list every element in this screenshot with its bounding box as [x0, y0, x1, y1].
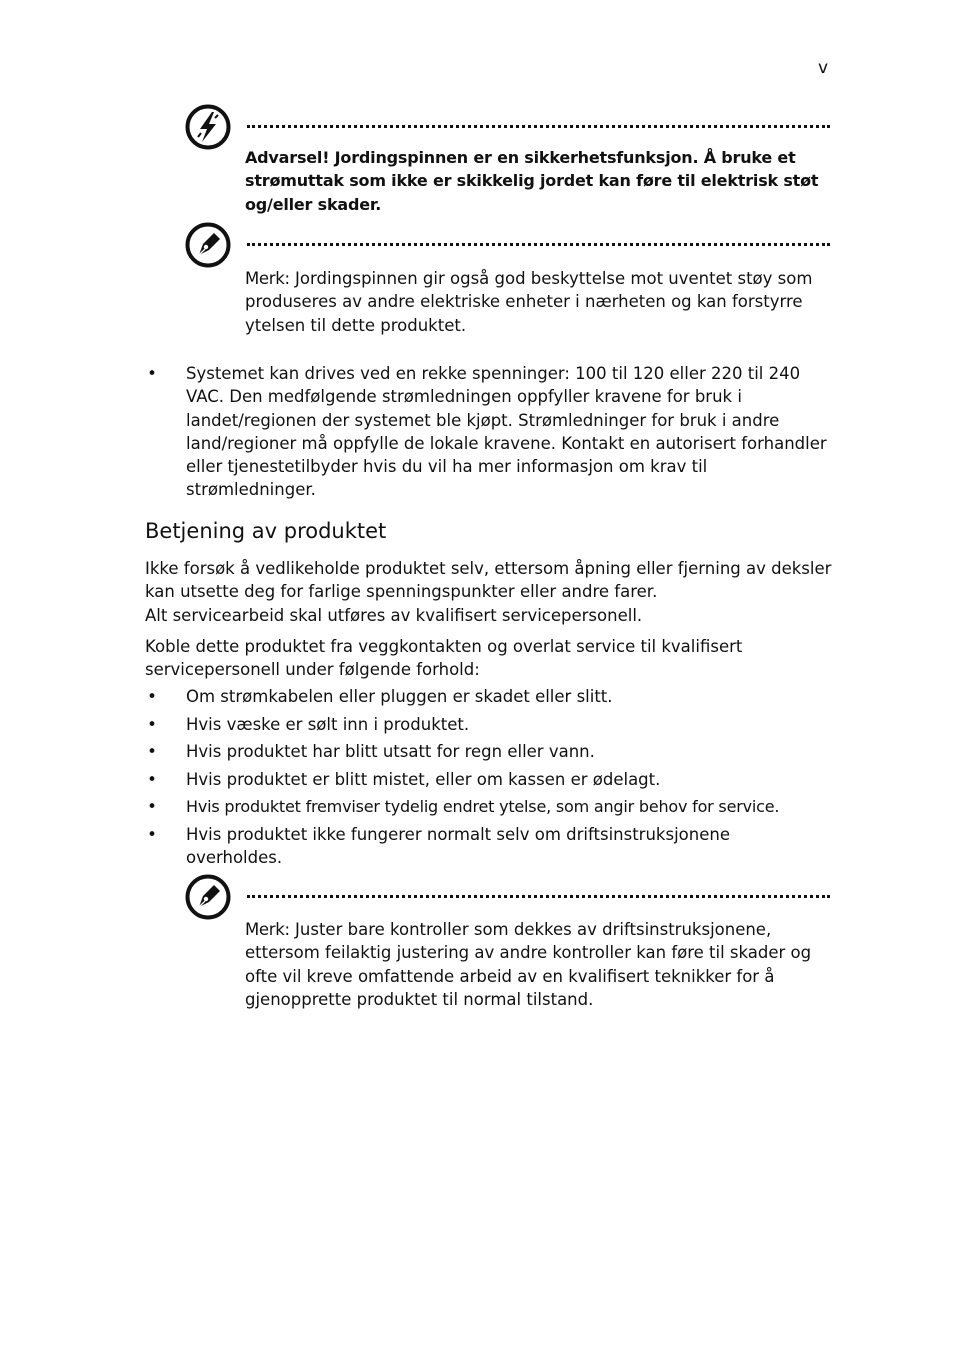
paragraph-1 [145, 557, 835, 627]
page-number: v [818, 58, 829, 78]
note-text [245, 267, 830, 337]
bullet-marker: • [147, 770, 157, 789]
bullet-marker: • [147, 715, 157, 734]
divider [247, 895, 830, 898]
note-text [245, 918, 830, 1011]
paragraph-1-line-a: Ikke forsøk å vedlikeholde produktet selv, ettersom åpning eller fjerning av deksler kan utsette deg for farlige spenningspunkter eller andre farer. [145, 559, 832, 602]
note-2 [185, 874, 830, 1014]
bullet-marker: • [147, 364, 157, 383]
note-label: Merk: [245, 920, 290, 939]
divider [247, 125, 830, 128]
voltage-bullet [145, 362, 835, 502]
warning-bolt-icon [185, 104, 231, 150]
voltage-text: Systemet kan drives ved en rekke spenninger: 100 til 120 eller 220 til 240 VAC. Den medfølgende strømledningen oppfyller kravene for bruk i landet/regionen der systemet ble kjøpt. Strømledninger for bruk i andre land/regioner må oppfylle de lokale kravene. Kontakt en autorisert forhandler eller tjenestetilbyder hvis du vil ha mer informasjon om krav til strømledninger. [186, 364, 827, 500]
section-heading: Betjening av produktet [145, 519, 387, 543]
warning-text: Advarsel! Jordingspinnen er en sikkerhetsfunksjon. Å bruke et strømuttak som ikke er skikkelig jordet kan føre til elektrisk støt og/eller skader. [245, 148, 819, 214]
list-item: • Hvis produktet fremviser tydelig endret ytelse, som angir behov for service. [145, 795, 840, 818]
note-label: Merk: [245, 269, 290, 288]
list-item: • Hvis væske er sølt inn i produktet. [145, 713, 840, 736]
note-body: Juster bare kontroller som dekkes av driftsinstruksjonene, ettersom feilaktig justering av andre kontroller kan føre til skader og ofte vil kreve omfattende arbeid av en kvalifisert teknikker for å gjenopprette produktet til normal tilstand. [245, 920, 812, 1009]
list-item: • Om strømkabelen eller pluggen er skadet eller slitt. [145, 685, 840, 708]
list-item: • Hvis produktet har blitt utsatt for regn eller vann. [145, 740, 840, 763]
bullet-marker: • [147, 742, 157, 761]
paragraph-2: Koble dette produktet fra veggkontakten og overlat service til kvalifisert servicepersonell under følgende forhold: [145, 637, 743, 680]
list-item: • Hvis produktet ikke fungerer normalt selv om driftsinstruksjonene overholdes. [145, 823, 840, 870]
note-body: Jordingspinnen gir også god beskyttelse mot uventet støy som produseres av andre elektriske enheter i nærheten og kan forstyrre ytelsen til dette produktet. [245, 269, 813, 335]
note-pen-icon [185, 222, 231, 268]
warning-notice [185, 104, 830, 214]
note-1 [185, 222, 830, 336]
note-pen-icon [185, 874, 231, 920]
list-item: • Hvis produktet er blitt mistet, eller om kassen er ødelagt. [145, 768, 840, 791]
bullet-marker: • [147, 797, 157, 816]
paragraph-1-line-b: Alt servicearbeid skal utføres av kvalifisert servicepersonell. [145, 605, 643, 625]
bullet-marker: • [147, 687, 157, 706]
bullet-marker: • [147, 825, 157, 844]
divider [247, 243, 830, 246]
